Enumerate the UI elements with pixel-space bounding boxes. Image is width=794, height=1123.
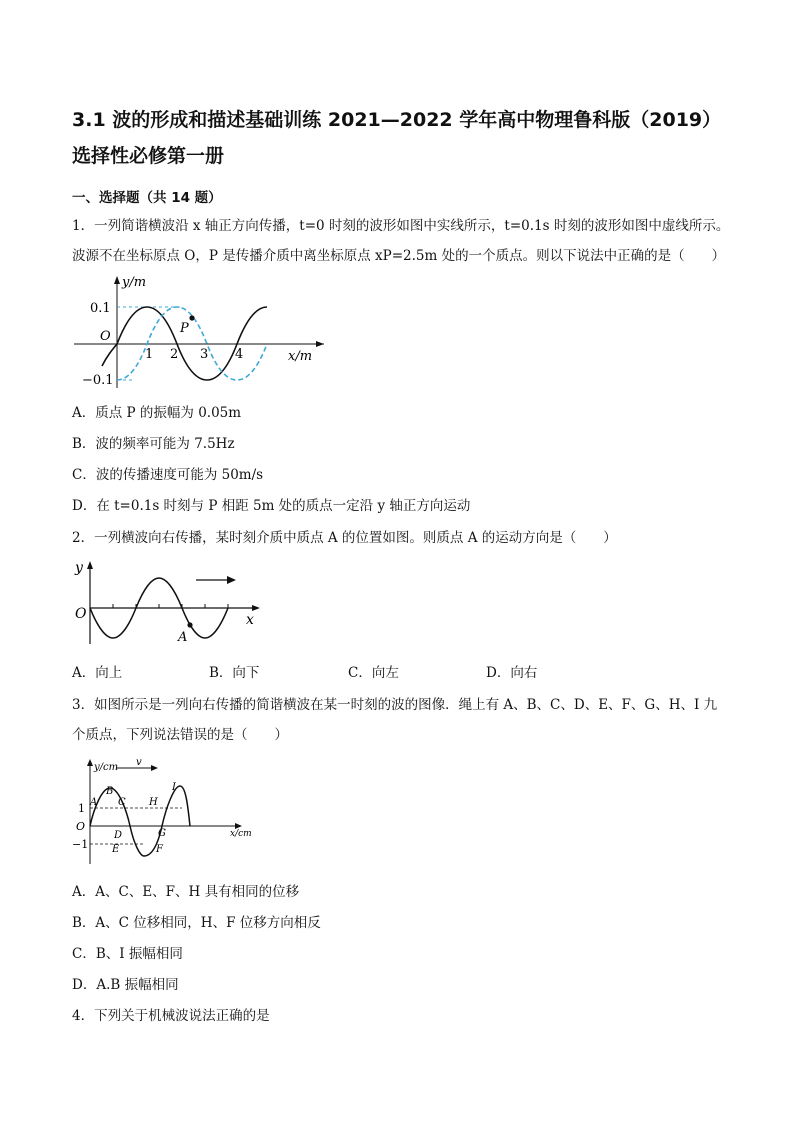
q1-x-tick-1: 1 — [145, 347, 154, 362]
q2-x-label: x — [246, 612, 254, 628]
q2-option-d[interactable]: D．向右 — [486, 665, 538, 681]
q1-option-a[interactable]: A．质点 P 的振幅为 0.05m — [72, 405, 242, 421]
q2-y-arrow-icon — [87, 561, 93, 569]
q3-option-d[interactable]: D．A.B 振幅相同 — [72, 977, 179, 993]
q1-x-tick-2: 2 — [170, 347, 179, 362]
section-heading: 一、选择题（共 14 题） — [72, 190, 222, 206]
q1-stem-line-1: 1．一列简谐横波沿 x 轴正方向传播，t=0 时刻的波形如图中实线所示，t=0.1s 时刻的波形如图中虚线所示。 — [72, 218, 730, 234]
q2-wave-figure — [72, 556, 272, 648]
q1-x-tick-3: 3 — [200, 347, 209, 362]
q3-wave-figure — [72, 756, 258, 868]
q1-point-label: P — [180, 321, 189, 336]
q3-point-d-label: D — [114, 830, 123, 841]
q2-x-arrow-icon — [252, 605, 260, 611]
q2-options-row — [72, 663, 672, 683]
q3-y-label: y/cm — [94, 762, 119, 773]
q1-point-p — [189, 315, 194, 320]
q1-x-arrow-icon — [316, 341, 324, 347]
q2-option-a[interactable]: A．向上 — [72, 665, 123, 681]
q3-point-c-label: C — [118, 797, 126, 808]
q3-velocity-arrow-icon — [151, 765, 158, 771]
q2-origin-label: O — [75, 606, 87, 622]
q1-y-neg-label: −0.1 — [82, 373, 114, 388]
q3-origin-label: O — [76, 820, 86, 833]
q2-point-a — [187, 622, 192, 627]
q1-option-b[interactable]: B．波的频率可能为 7.5Hz — [72, 436, 235, 452]
q1-y-label: y/m — [122, 275, 147, 290]
q1-y-arrow-icon — [114, 276, 120, 284]
q3-point-h-label: H — [149, 797, 158, 808]
q3-point-e-label: E — [112, 844, 120, 855]
q3-point-g-label: G — [158, 828, 166, 839]
q3-velocity-label: v — [136, 757, 142, 768]
q1-x-label: x/m — [288, 349, 313, 364]
q2-y-label: y — [75, 560, 83, 576]
q3-option-a[interactable]: A．A、C、E、F、H 具有相同的位移 — [72, 884, 300, 900]
q2-option-b[interactable]: B．向下 — [209, 665, 260, 681]
q2-option-c[interactable]: C．向左 — [348, 665, 399, 681]
q3-option-c[interactable]: C．B、I 振幅相同 — [72, 946, 183, 962]
document-title: 3.1 波的形成和描述基础训练 2021—2022 学年高中物理鲁科版（2019）选择性必修第一册 — [72, 109, 722, 167]
q1-y-pos-label: 0.1 — [90, 301, 111, 316]
q1-option-d[interactable]: D．在 t=0.1s 时刻与 P 相距 5m 处的质点一定沿 y 轴正方向运动 — [72, 498, 471, 514]
q3-stem-line-2: 个质点，下列说法错误的是（ ） — [72, 727, 288, 743]
q3-point-f-label: F — [156, 844, 163, 855]
q1-solid-wave-left — [102, 344, 117, 366]
q3-point-a-label: A — [90, 797, 98, 808]
q4-stem-line-1: 4．下列关于机械波说法正确的是 — [72, 1008, 270, 1024]
q3-x-label: x/cm — [230, 829, 252, 839]
q1-origin-label: O — [100, 329, 111, 344]
q3-stem-line-1: 3．如图所示是一列向右传播的简谐横波在某一时刻的波的图像．绳上有 A、B、C、D、E、F、G、H、I 九 — [72, 697, 718, 713]
q1-x-tick-4: 4 — [235, 347, 244, 362]
q3-y-arrow-icon — [87, 759, 93, 766]
q3-y-pos-label: 1 — [78, 802, 85, 815]
q1-wave-figure — [72, 270, 332, 392]
q3-y-neg-label: −1 — [72, 838, 89, 851]
q2-stem-line-1: 2．一列横波向右传播，某时刻介质中质点 A 的位置如图。则质点 A 的运动方向是（ ） — [72, 530, 617, 546]
q2-direction-arrow-icon — [227, 576, 236, 584]
q3-point-b-label: B — [106, 786, 114, 797]
q3-option-b[interactable]: B．A、C 位移相同，H、F 位移方向相反 — [72, 915, 321, 931]
q2-point-label: A — [178, 630, 188, 645]
q3-point-i-label: I — [172, 782, 176, 793]
q1-option-c[interactable]: C．波的传播速度可能为 50m/s — [72, 467, 264, 483]
q1-stem-line-2: 波源不在坐标原点 O，P 是传播介质中离坐标原点 xP=2.5m 处的一个质点。则以下说法中正确的是（ ） — [72, 248, 726, 264]
q3-wave — [90, 786, 190, 856]
